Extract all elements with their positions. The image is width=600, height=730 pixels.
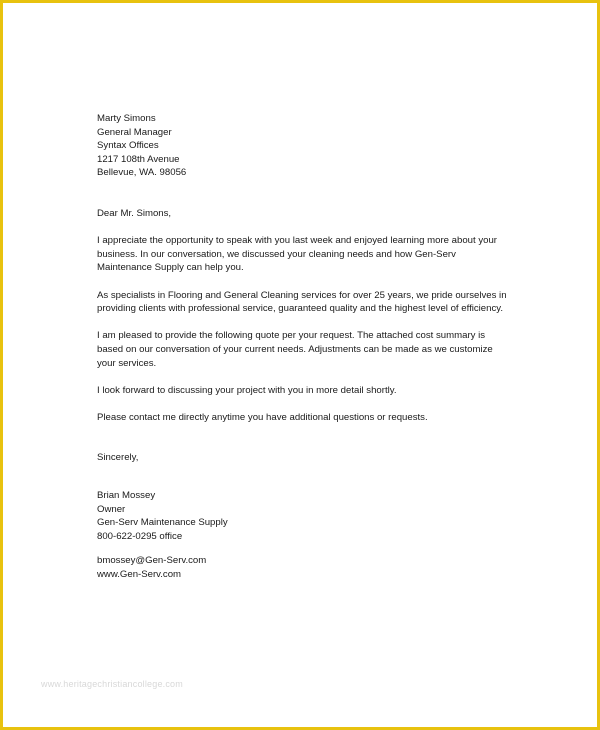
watermark-text: www.heritagechristiancollege.com bbox=[41, 679, 183, 689]
recipient-street: 1217 108th Avenue bbox=[97, 153, 180, 165]
recipient-company: Syntax Offices bbox=[97, 140, 159, 152]
paragraph-4 bbox=[97, 384, 537, 398]
closing bbox=[97, 451, 537, 465]
paragraph-1 bbox=[97, 234, 537, 275]
paragraph-line: As specialists in Flooring and General Cleaning services for over 25 years, we pride ourselves in bbox=[97, 289, 507, 301]
signature-block bbox=[97, 489, 537, 543]
paragraph-line: your services. bbox=[97, 357, 157, 369]
salutation bbox=[97, 207, 537, 221]
recipient-name: Marty Simons bbox=[97, 113, 156, 124]
paragraph-line: Maintenance Supply can help you. bbox=[97, 262, 244, 274]
paragraph-3 bbox=[97, 329, 537, 370]
contact-block bbox=[97, 554, 537, 581]
recipient-title: General Manager bbox=[97, 126, 172, 138]
signature-title: Owner bbox=[97, 503, 126, 515]
signature-name: Brian Mossey bbox=[97, 490, 156, 502]
closing-text: Sincerely, bbox=[97, 452, 139, 464]
signature-phone: 800-622-0295 office bbox=[97, 530, 183, 542]
paragraph-line: based on our conversation of your current needs. Adjustments can be made as we customize bbox=[97, 343, 493, 355]
paragraph-line: I look forward to discussing your project with you in more detail shortly. bbox=[97, 384, 397, 396]
paragraph-line: I am pleased to provide the following quote per your request. The attached cost summary is bbox=[97, 330, 486, 342]
paragraph-line: I appreciate the opportunity to speak with you last week and enjoyed learning more about your bbox=[97, 235, 497, 247]
letter-body bbox=[97, 112, 537, 582]
recipient-city: Bellevue, WA. 98056 bbox=[97, 167, 187, 179]
recipient-address bbox=[97, 112, 537, 180]
paragraph-line: providing clients with professional service, guaranteed quality and the highest level of efficiency. bbox=[97, 303, 504, 315]
contact-website: www.Gen-Serv.com bbox=[97, 569, 182, 581]
letter-page bbox=[3, 3, 597, 727]
paragraph-2 bbox=[97, 289, 537, 316]
salutation-text: Dear Mr. Simons, bbox=[97, 207, 172, 219]
paragraph-line: business. In our conversation, we discussed your cleaning needs and how Gen-Serv bbox=[97, 248, 456, 260]
signature-company: Gen-Serv Maintenance Supply bbox=[97, 517, 228, 529]
paragraph-5 bbox=[97, 411, 537, 425]
paragraph-line: Please contact me directly anytime you have additional questions or requests. bbox=[97, 411, 428, 423]
contact-email: bmossey@Gen-Serv.com bbox=[97, 555, 207, 567]
